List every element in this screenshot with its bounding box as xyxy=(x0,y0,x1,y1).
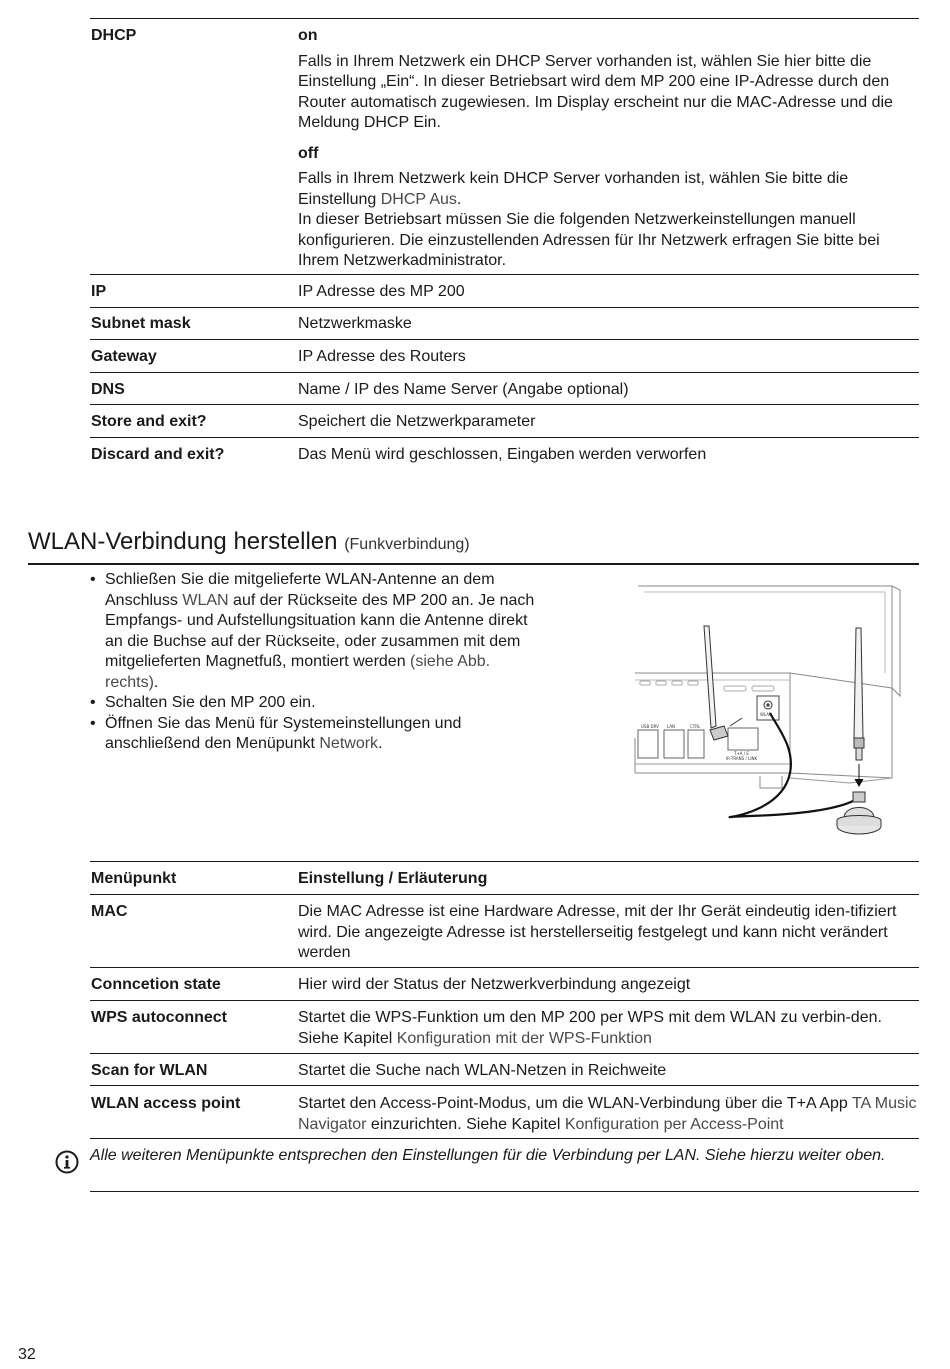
table-rule xyxy=(90,1000,919,1001)
bullet1-figure-ref: (siehe Abb. rechts) xyxy=(105,653,491,691)
ap-app-name: TA Music Navigator xyxy=(298,1095,917,1133)
antenna-mounted xyxy=(704,626,716,728)
instruction-list xyxy=(90,570,535,755)
table-rule xyxy=(90,437,919,438)
row-label-subnet: Subnet mask xyxy=(91,315,191,332)
section-heading xyxy=(28,527,470,560)
bullet1-text-a: Schließen Sie die mitgelieferte WLAN-Antenne an dem Anschluss xyxy=(105,571,495,609)
magnetic-base xyxy=(837,792,881,834)
row-label-dns: DNS xyxy=(91,381,125,398)
info-icon xyxy=(55,1150,79,1174)
row-label-discard: Discard and exit? xyxy=(91,446,225,463)
section-subtitle: (Funkverbindung) xyxy=(344,536,470,553)
row-label-store: Store and exit? xyxy=(91,413,207,430)
dhcp-off-text-manual: In dieser Betriebsart müssen Sie die folgenden Netzwerkeinstellungen manuell konfigurieren. Die einzustellenden Adressen für Ihr Netzwerk erfragen Sie bitte bei Ihrem Netzwerkadministrator. xyxy=(298,211,880,269)
bullet3-text-b: . xyxy=(378,735,383,752)
table-rule xyxy=(90,372,919,373)
row-label-mac: MAC xyxy=(91,903,128,920)
ap-text-b: einzurichten. Siehe Kapitel xyxy=(366,1115,565,1133)
table-rule xyxy=(90,307,919,308)
table-rule xyxy=(90,404,919,405)
bullet3-text-a: Öffnen Sie das Menü für Systemeinstellungen und anschließend den Menüpunkt xyxy=(105,714,462,752)
row-label-scan: Scan for WLAN xyxy=(91,1062,208,1079)
dhcp-label: DHCP xyxy=(91,27,137,44)
row-value-store: Speichert die Netzwerkparameter xyxy=(298,413,536,430)
row-value-access-point xyxy=(298,1094,920,1135)
row-value-discard: Das Menü wird geschlossen, Eingaben werden verworfen xyxy=(298,446,707,463)
antenna-freestanding xyxy=(854,628,863,738)
row-label-ip: IP xyxy=(91,283,107,300)
table-rule xyxy=(90,1138,919,1139)
table-rule xyxy=(90,894,919,895)
fig-label-usb: USB DRV xyxy=(641,724,659,729)
table-rule xyxy=(90,1085,919,1086)
row-label-access-point: WLAN access point xyxy=(91,1095,241,1112)
row-label-wps: WPS autoconnect xyxy=(91,1009,228,1026)
list-item xyxy=(90,570,535,693)
dhcp-off-text-1: Falls in Ihrem Netzwerk kein DHCP Server vorhanden ist, wählen Sie bitte die Einstellung xyxy=(298,170,849,208)
dhcp-off-heading: off xyxy=(298,144,319,162)
ap-chapter-ref: Konfiguration per Access-Point xyxy=(564,1115,784,1133)
wps-text: Startet die WPS-Funktion um den MP 200 per WPS mit dem WLAN zu verbin-den. Siehe Kapitel xyxy=(298,1009,882,1047)
fig-label-ir: T+A / E xyxy=(734,751,749,756)
dhcp-options xyxy=(298,26,920,272)
row-value-connection: Hier wird der Status der Netzwerkverbindung angezeigt xyxy=(298,976,691,993)
table-rule xyxy=(90,967,919,968)
bullet1-wlan-port: WLAN xyxy=(182,591,229,609)
table-rule xyxy=(90,1053,919,1054)
dhcp-on-heading: on xyxy=(298,27,318,44)
row-value-ip: IP Adresse des MP 200 xyxy=(298,283,465,300)
ctrl-port xyxy=(688,730,704,758)
bullet1-text-c: . xyxy=(153,673,159,691)
lan-port xyxy=(664,730,684,758)
row-value-mac: Die MAC Adresse ist eine Hardware Adresse, mit der Ihr Gerät eindeutig iden-tifiziert wird. Die angezeigte Adresse ist herstellerseitig festgelegt und kann nicht verändert werden xyxy=(298,903,897,961)
list-item xyxy=(90,714,535,755)
fig-label-ctrl: CTRL xyxy=(690,724,701,729)
fig-label-ir-caption: IR-TRANS / LINK xyxy=(726,756,758,761)
table-rule xyxy=(90,339,919,340)
table-top-rule xyxy=(90,861,919,862)
dhcp-off-text xyxy=(298,169,920,210)
wps-chapter-ref: Konfiguration mit der WPS-Funktion xyxy=(396,1029,652,1047)
ir-port xyxy=(728,728,758,750)
row-label-gateway: Gateway xyxy=(91,348,157,365)
dhcp-off-text-2: . xyxy=(456,190,462,208)
fig-label-lan: LAN xyxy=(667,724,676,729)
section-heading-rule xyxy=(28,563,919,565)
note-bottom-rule xyxy=(90,1191,919,1192)
row-label-connection: Conncetion state xyxy=(91,976,221,993)
bullet1-text-b: auf der Rückseite des MP 200 an. Je nach Empfangs- und Aufstellungsituation kann die Antenne direkt an die Buchse auf der Rückseite, oder zusammen mit dem mitgelieferten Magnetfuß, montiert werden xyxy=(105,591,535,670)
dhcp-off-setting: DHCP Aus xyxy=(380,190,457,208)
table-top-rule xyxy=(90,18,919,19)
fig-label-wlan: WLAN xyxy=(760,712,773,717)
row-value-wps xyxy=(298,1008,903,1049)
row-value-scan: Startet die Suche nach WLAN-Netzen in Reichweite xyxy=(298,1062,667,1079)
antenna-cable xyxy=(730,713,855,817)
list-item xyxy=(90,693,535,714)
usb-port xyxy=(638,730,658,758)
dhcp-on-text: Falls in Ihrem Netzwerk ein DHCP Server vorhanden ist, wählen Sie hier bitte die Einstellung „Ein“. In dieser Betriebsart wird dem MP 200 eine IP-Adresse durch den Router automatisch zugewiesen. Im Display erscheint nur die MAC-Adresse und die Meldung DHCP Ein. xyxy=(298,52,893,131)
row-value-gateway: IP Adresse des Routers xyxy=(298,348,466,365)
row-value-subnet: Netzwerkmaske xyxy=(298,315,412,332)
table-rule xyxy=(90,274,919,275)
header-einstellung: Einstellung / Erläuterung xyxy=(298,870,488,887)
section-title: WLAN-Verbindung herstellen xyxy=(28,528,338,555)
header-menupunkt: Menüpunkt xyxy=(91,870,177,887)
bullet3-menu-item: Network xyxy=(319,735,379,752)
row-value-dns: Name / IP des Name Server (Angabe optional) xyxy=(298,381,629,398)
page-number: 32 xyxy=(18,1346,36,1363)
bullet2-text: Schalten Sie den MP 200 ein. xyxy=(105,694,316,711)
info-note: Alle weiteren Menüpunkte entsprechen den Einstellungen für die Verbindung per LAN. Siehe hierzu weiter oben. xyxy=(90,1147,886,1164)
ap-text-a: Startet den Access-Point-Modus, um die WLAN-Verbindung über die T+A App xyxy=(298,1095,852,1112)
antenna-illustration xyxy=(630,578,920,848)
